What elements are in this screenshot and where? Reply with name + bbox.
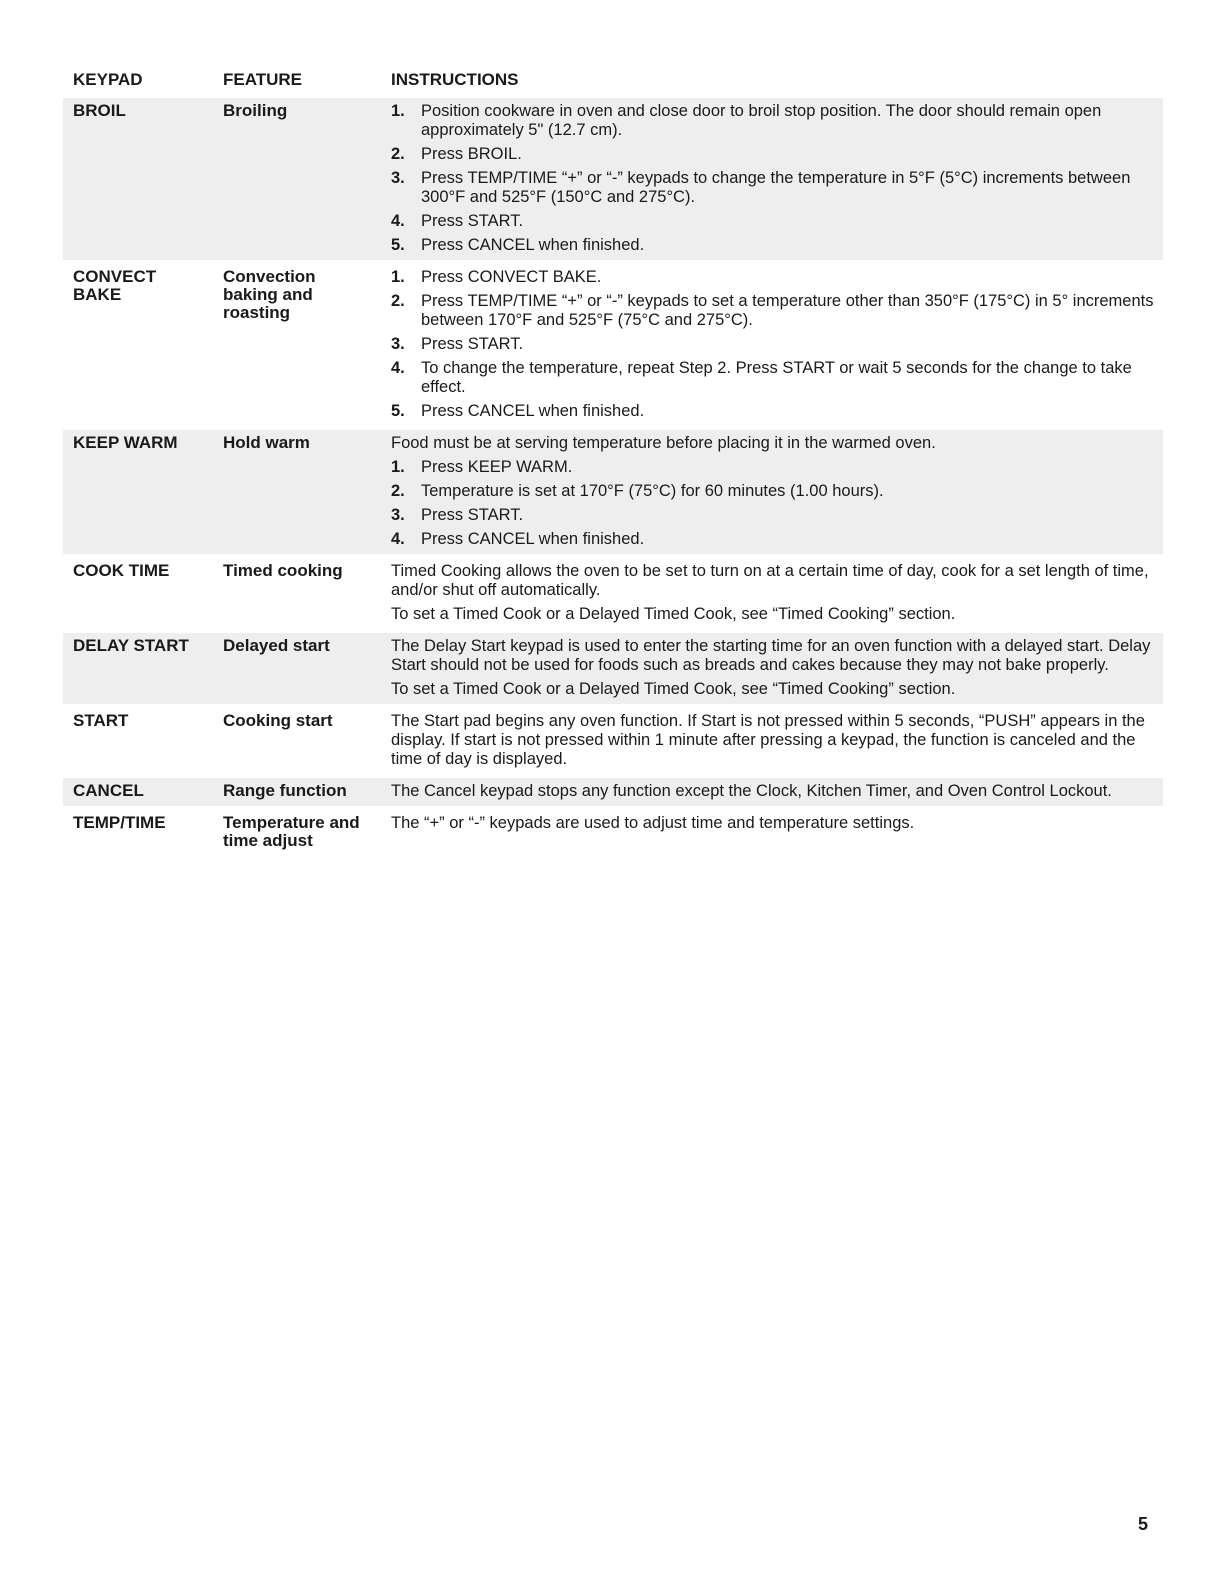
step: [391, 145, 1163, 164]
feature-name: Broiling: [223, 101, 288, 120]
page-number: 5: [1138, 1514, 1149, 1534]
table-row-keep-warm: [63, 430, 1163, 554]
step: [391, 335, 1163, 354]
header-instructions: INSTRUCTIONS: [391, 70, 519, 89]
step-number: 1.: [391, 102, 405, 120]
step-number: 2.: [391, 145, 405, 163]
step: [391, 236, 1163, 255]
step-text: Press TEMP/TIME “+” or “-” keypads to change the temperature in 5°F (5°C) increments between 300°F and 525°F (150°C and 275°C).: [421, 169, 1131, 206]
step: [391, 359, 1163, 397]
keypad-name: CANCEL: [73, 781, 144, 800]
instruction-paragraph: The Cancel keypad stops any function except the Clock, Kitchen Timer, and Oven Control Lockout.: [391, 782, 1112, 800]
table-row-delay-start: [63, 633, 1163, 704]
header-keypad: KEYPAD: [73, 70, 143, 89]
instruction-paragraph: Timed Cooking allows the oven to be set to turn on at a certain time of day, cook for a set length of time, and/or shut off automatically.: [391, 562, 1149, 599]
step-text: Press BROIL.: [421, 145, 522, 163]
instructions: [391, 814, 1163, 850]
keypad-name: BROIL: [73, 101, 126, 120]
table-row-temp-time: [63, 810, 1163, 855]
step-number: 3.: [391, 335, 405, 353]
keypad-name: KEEP WARM: [73, 433, 178, 452]
feature-name: Timed cooking: [223, 561, 343, 580]
instruction-paragraph: The Start pad begins any oven function. If Start is not pressed within 5 seconds, “PUSH” appears in the display. If start is not pressed within 1 minute after pressing a keypad, the function is canceled and the time of day is displayed.: [391, 712, 1145, 768]
instructions: [391, 102, 1163, 255]
keypad-name: COOK TIME: [73, 561, 170, 580]
step-number: 2.: [391, 292, 405, 310]
step-number: 1.: [391, 268, 405, 286]
feature-name: Convection baking and roasting: [223, 267, 316, 322]
table-row-cook-time: [63, 558, 1163, 629]
step-text: Press START.: [421, 335, 524, 353]
table-row-convect-bake: [63, 264, 1163, 426]
step: [391, 482, 1163, 501]
step-text: Press CONVECT BAKE.: [421, 268, 602, 286]
instruction-paragraph: The Delay Start keypad is used to enter the starting time for an oven function with a delayed start. Delay Start should not be used for foods such as breads and cakes because they may not bake properly.: [391, 637, 1151, 674]
step-text: To change the temperature, repeat Step 2. Press START or wait 5 seconds for the change to take effect.: [421, 359, 1132, 396]
instructions: [391, 268, 1163, 421]
step-text: Press CANCEL when finished.: [421, 530, 645, 548]
step: [391, 506, 1163, 525]
step-text: Press START.: [421, 212, 524, 230]
step-text: Press START.: [421, 506, 524, 524]
instructions: [391, 782, 1163, 801]
feature-name: Delayed start: [223, 636, 330, 655]
instruction-paragraph: The “+” or “-” keypads are used to adjust time and temperature settings.: [391, 814, 915, 832]
table-row-broil: [63, 98, 1163, 260]
instructions: [391, 434, 1163, 549]
step-text: Press TEMP/TIME “+” or “-” keypads to set a temperature other than 350°F (175°C) in 5° increments between 170°F and 525°F (75°C and 275°C).: [421, 292, 1154, 329]
keypad-name: CONVECT BAKE: [73, 267, 157, 304]
step: [391, 169, 1163, 207]
table-row-cancel: [63, 778, 1163, 806]
feature-name: Temperature and time adjust: [223, 813, 360, 850]
step-number: 4.: [391, 212, 405, 230]
feature-name: Hold warm: [223, 433, 310, 452]
step-number: 3.: [391, 506, 405, 524]
feature-name: Range function: [223, 781, 347, 800]
keypad-name: START: [73, 711, 129, 730]
step-number: 4.: [391, 530, 405, 548]
step-text: Position cookware in oven and close door to broil stop position. The door should remain open approximately 5" (12.7 cm).: [421, 102, 1102, 139]
table-header: [63, 66, 1163, 98]
step-number: 2.: [391, 482, 405, 500]
step: [391, 102, 1163, 140]
step-text: Temperature is set at 170°F (75°C) for 60 minutes (1.00 hours).: [421, 482, 884, 500]
step: [391, 530, 1163, 549]
table-row-start: [63, 708, 1163, 774]
keypad-name: DELAY START: [73, 636, 189, 655]
header-feature: FEATURE: [223, 70, 303, 89]
step: [391, 292, 1163, 330]
instruction-paragraph: To set a Timed Cook or a Delayed Timed Cook, see “Timed Cooking” section.: [391, 605, 956, 623]
instructions: [391, 637, 1163, 699]
keypad-name: TEMP/TIME: [73, 813, 166, 832]
step-text: Press CANCEL when finished.: [421, 402, 645, 420]
step-number: 1.: [391, 458, 405, 476]
instruction-intro: Food must be at serving temperature before placing it in the warmed oven.: [391, 434, 936, 452]
instruction-paragraph: To set a Timed Cook or a Delayed Timed Cook, see “Timed Cooking” section.: [391, 680, 956, 698]
step-number: 3.: [391, 169, 405, 187]
step-text: Press CANCEL when finished.: [421, 236, 645, 254]
step: [391, 458, 1163, 477]
feature-name: Cooking start: [223, 711, 333, 730]
step: [391, 402, 1163, 421]
step-number: 5.: [391, 402, 405, 420]
keypad-feature-table: [63, 66, 1163, 855]
step-number: 5.: [391, 236, 405, 254]
instructions: [391, 562, 1163, 624]
instructions: [391, 712, 1163, 769]
step-text: Press KEEP WARM.: [421, 458, 573, 476]
step: [391, 268, 1163, 287]
step: [391, 212, 1163, 231]
step-number: 4.: [391, 359, 405, 377]
